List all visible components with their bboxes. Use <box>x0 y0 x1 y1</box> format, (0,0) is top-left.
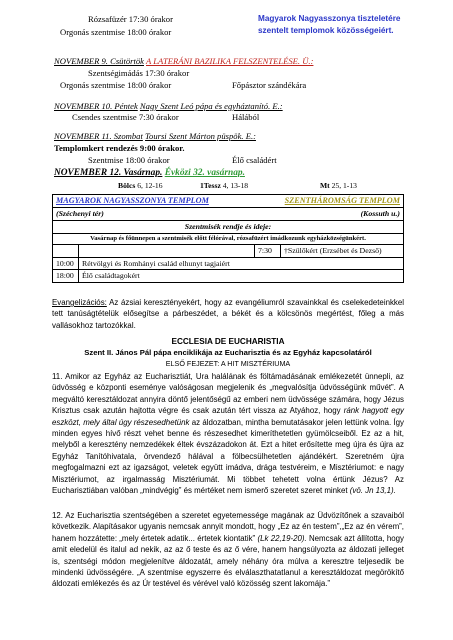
reading-1: Bölcs 6, 12-16 <box>118 181 163 190</box>
nov9-row2-right: Főpásztor szándékára <box>232 80 307 90</box>
table-row: 18:00 Élő családtagokért <box>53 270 404 283</box>
nov9-heading <box>54 56 313 67</box>
church-left-head: MAGYAROK NAGYASSZONYA TEMPLOM <box>53 195 255 208</box>
paragraph-12: 12. Az Eucharisztia szentségében a szeretet egyetemessége magának az Üdvözítőnek a szavaiból következik. Alapításakor ugyanis nemcsak annyit mondott, hogy „Ez az én testem”,„Ez az én vérem”, hanem hozzátette: „mely értetek adatik... értetek kiontatik” (Lk 22,19-20). Nemcsak azt állította, hogy amit eledelül és italul ad nekik, az az ő teste és az ő vére, hanem hangsúlyozta az áldozati jelleget is, szentségi módon megjelenítve áldozatát, amely néhány óra múlva a keresztre teljesedik be mindenki üdvösségére. „A szentmise egyszerre és elválaszthatatlanul a keresztáldozat megörökítő áldozati emlékezés és az Úr testével és vérével való közösség szent lakomája.” <box>52 511 404 589</box>
nov11-title: Toursi Szent Márton püspök. E.: <box>145 131 256 141</box>
table-row: 10:00 Rétvölgyi és Romhányi család elhunyt tagjaiért <box>53 257 404 270</box>
mass-order-title: Szentmisék rendje és ideje: <box>53 220 404 233</box>
nov9-date: NOVEMBER 9. Csütörtök <box>54 56 144 66</box>
nov10-title: Nagy Szent Leó pápa és egyháztanító. E.: <box>139 101 283 111</box>
table-row: 7:30 †Szülőkért (Erzsébet és Dezső) <box>53 244 404 257</box>
intention-note-1: Magyarok Nagyasszonya tiszteletére <box>258 14 401 23</box>
nov11-date: NOVEMBER 11. Szombat <box>54 131 143 141</box>
nov10-row1-right: Hálából <box>232 112 260 122</box>
nov10-heading <box>54 101 283 112</box>
nov12-sunday: Évközi 32. vasárnap. <box>164 168 245 178</box>
nov12-heading <box>54 168 245 180</box>
garden-cleanup: Templomkert rendezés 9:00 órakor. <box>54 143 185 153</box>
nov11-heading <box>54 131 256 142</box>
nov10-date: NOVEMBER 10. Péntek <box>54 101 138 111</box>
nov10-row1-left: Csendes szentmise 7:30 órakor <box>72 112 179 122</box>
nov9-row2-left: Orgonás szentmise 18:00 órakor <box>60 80 172 90</box>
church-right-address: (Kossuth u.) <box>255 208 404 221</box>
ecclesia-subtitle: Szent II. János Pál pápa enciklikája az Eucharisztia és az Egyház kapcsolatáról <box>84 348 372 357</box>
ecclesia-title: ECCLESIA DE EUCHARISTIA <box>171 337 285 346</box>
rosary-time: Rózsafüzér 17:30 órakor <box>88 14 173 24</box>
paragraph-11: 11. Amikor az Egyház az Eucharisztiát, Ura halálának és föltámadásának emlékezetét ünnepli, az üdvösség e központi eseménye valóságosan megjelenik és „megvalósítja üdvösségünk művét”. A megváltó keresztáldozat annyira döntő jelentőségű az emberi nem üdvössége számára, hogy Jézus Krisztus csak azután hajtotta végre és csak azután tért vissza az Atyához, hogy ránk hagyott egy eszközt, mely által úgy részesedhetünk az áldozatban, mintha bemutatásakor jelen lettünk volna. Így minden egyes hívő részt vehet benne és részesedhet kimeríthetetlen gyümölcseiből. Ez az a hit, melyből a keresztény nemzedékek éltek évszázadokon át. Ezt a hitet erősítette meg újra és újra az Egyház Tanítóhivatala, örvendező hálával a fölbecsülhetetlen ajándékért. Szeretném újra megfogalmazni ezt az igazságot, veletek együtt imádva, drága testvéreim, e Misztériumot: e nagy Misztériumot, az irgalmasság Misztériumát. Mi többet tehetett volna értünk Jézus? Az Eucharisztiában valóban „mindvégig” és mértéket nem ismerő szeretet szeret minket (vö. Jn 13,1). <box>52 372 404 496</box>
rosary-notice: Vasárnap és főünnepen a szentmisék előtt félórával, rózsafüzért imádkozunk egyházközségünkért. <box>53 233 404 244</box>
nov11-row1-left: Szentmise 18:00 órakor <box>88 155 170 165</box>
evangelization-intention: Evangelizációs: Az ázsiai keresztényekért, hogy az evangéliumról szavainkkal és cselekedeteinkkel tett tanúságtételük elősegítse a párbeszédet, a békét és a kölcsönös megértést, főleg a más vallásokhoz tartozókkal. <box>52 298 404 330</box>
reading-3: Mt 25, 1-13 <box>320 181 357 190</box>
nov12-date: NOVEMBER 12. Vasárnap. <box>54 168 163 178</box>
evangelization-label: Evangelizációs: <box>52 298 107 307</box>
church-right-head: SZENTHÁROMSÁG TEMPLOM <box>255 195 404 208</box>
organ-mass-time: Orgonás szentmise 18:00 órakor <box>60 27 172 37</box>
nov9-row1-left: Szentségimádás 17:30 órakor <box>88 68 190 78</box>
intention-note-2: szentelt templomok közösségeiért. <box>258 26 394 35</box>
chapter-title: ELSŐ FEJEZET: A HIT MISZTÉRIUMA <box>165 359 291 368</box>
reading-2: 1Tessz 4, 13-18 <box>200 181 249 190</box>
mass-schedule-table <box>52 194 404 283</box>
church-left-address: (Széchenyi tér) <box>53 208 255 221</box>
nov9-title: A LATERÁNI BAZILIKA FELSZENTELÉSE. Ü.: <box>146 56 314 66</box>
nov11-row1-right: Élő családért <box>232 155 277 165</box>
